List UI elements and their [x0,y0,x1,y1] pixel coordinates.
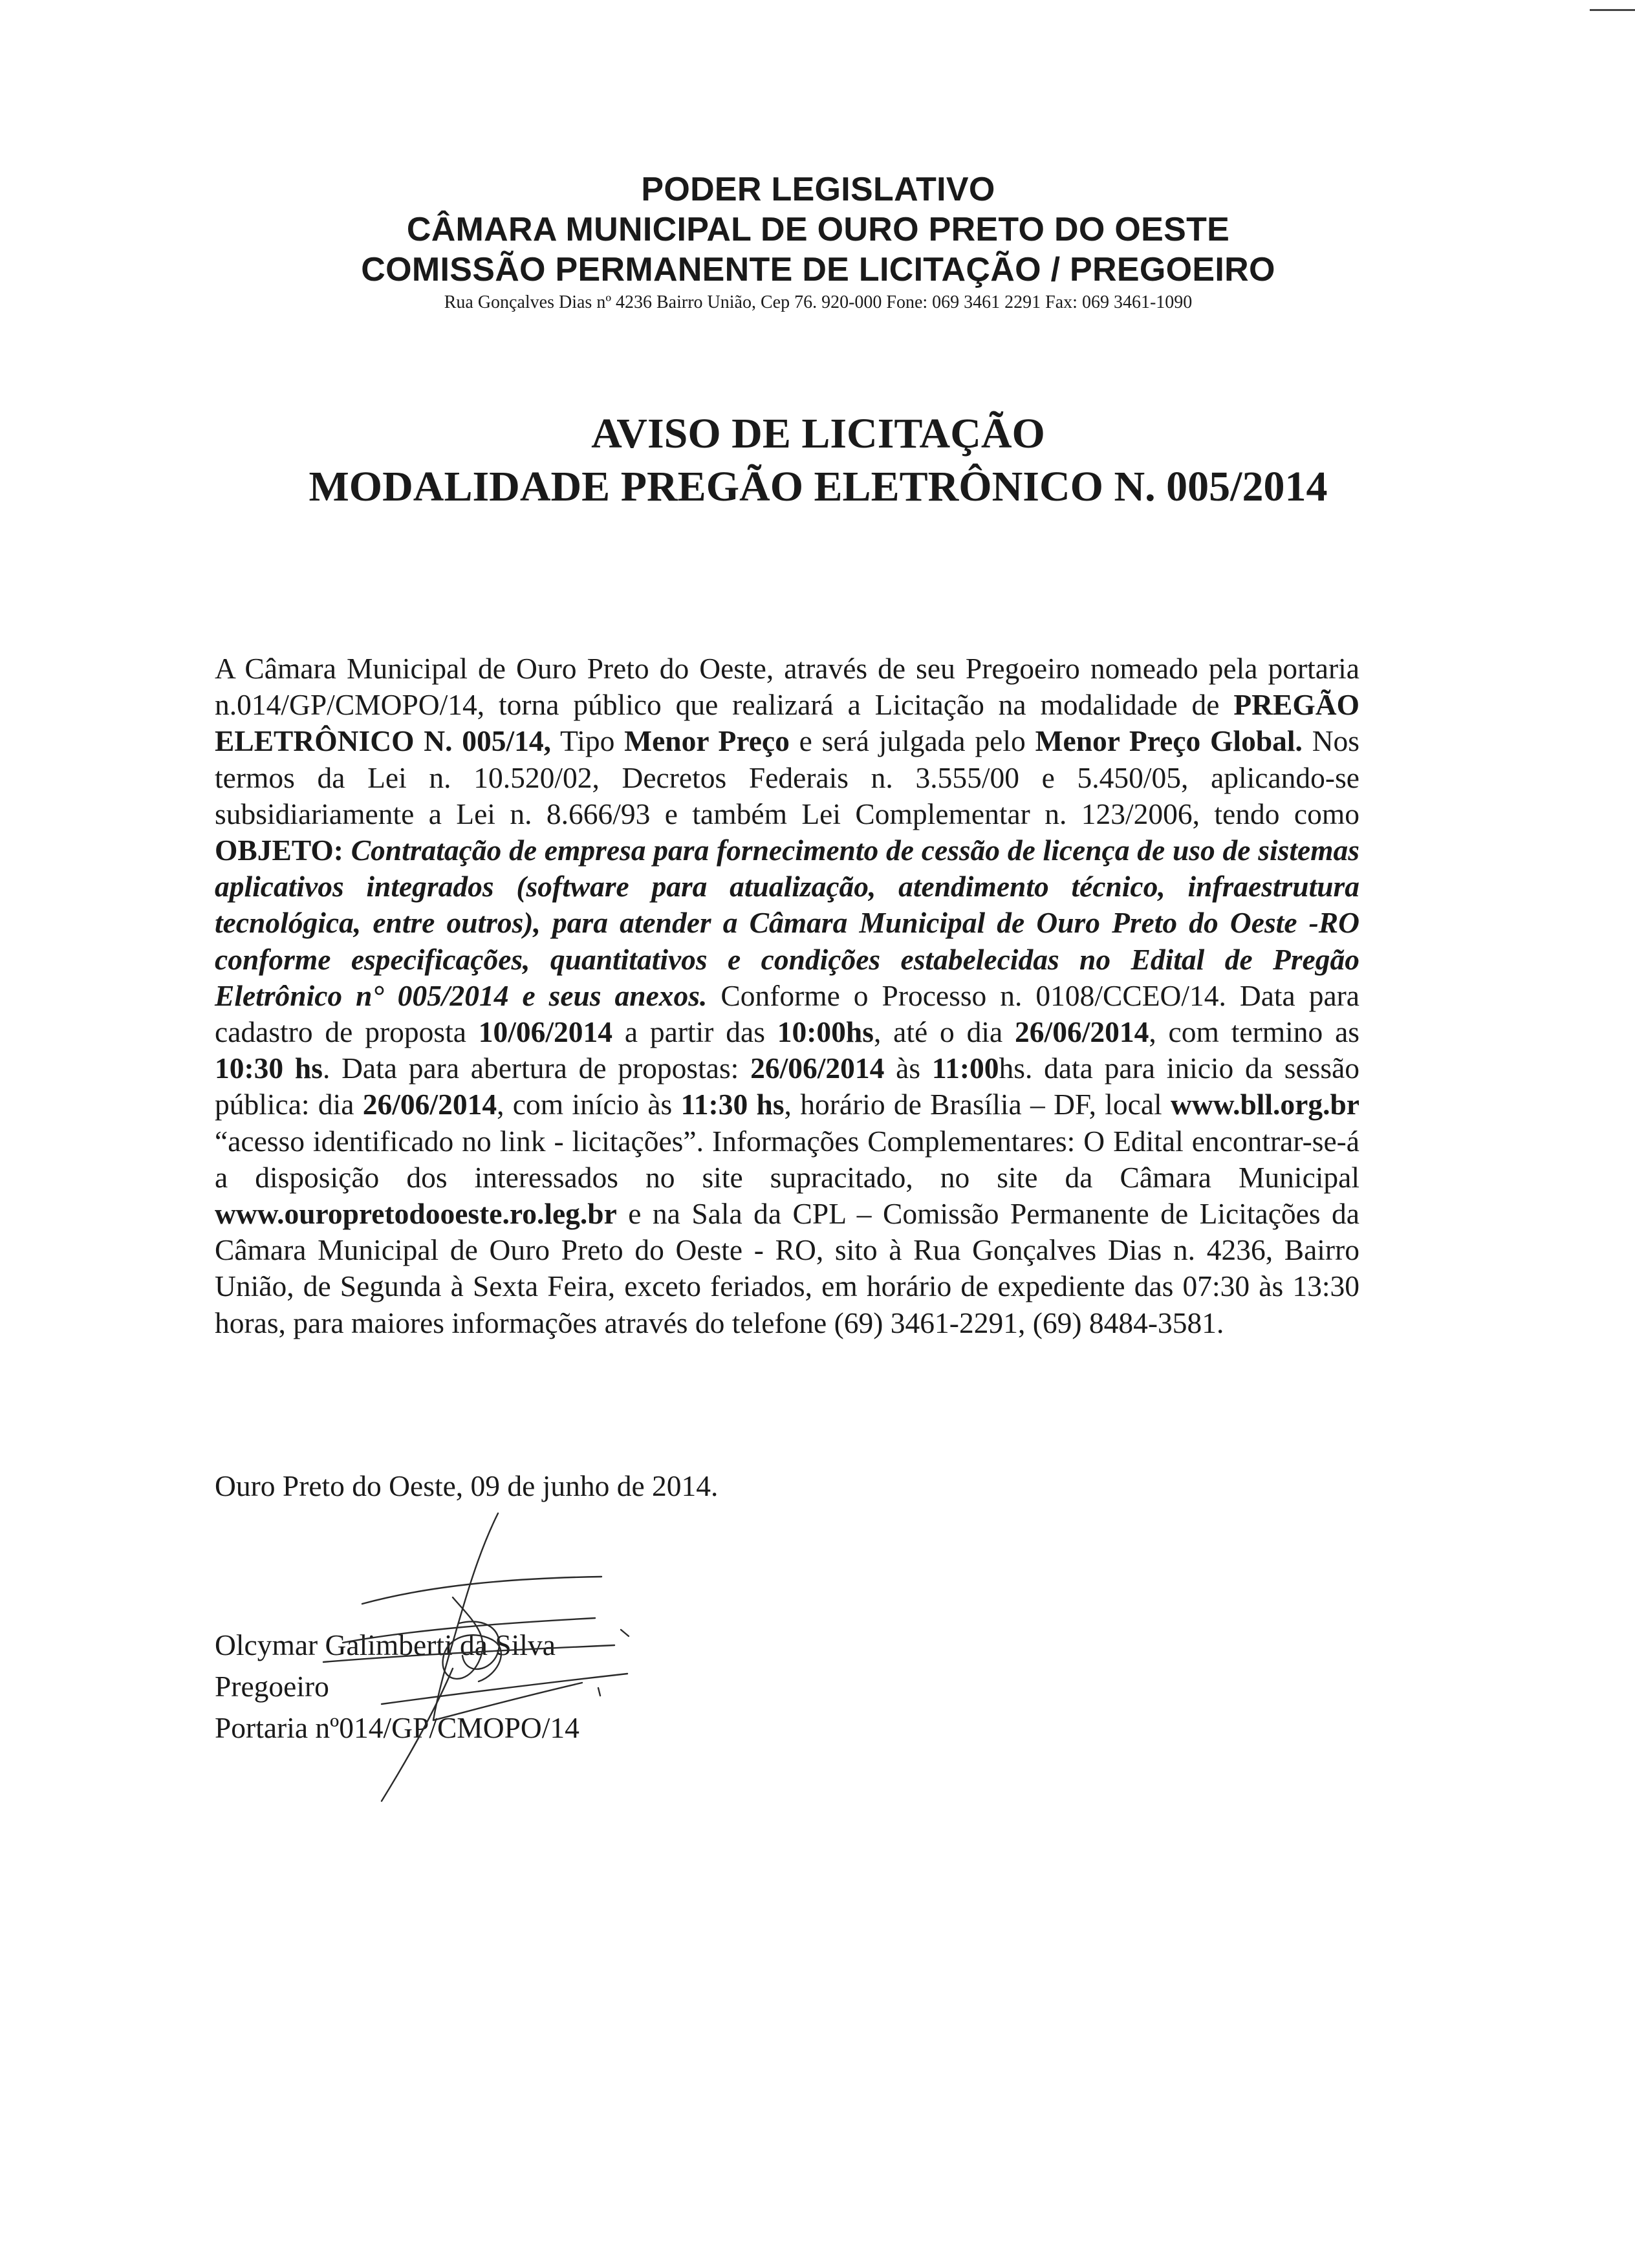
body-bold-1: PREGÃO ELETRÔNICO N. 005/14, [215,688,1359,758]
date-line: Ouro Preto do Oeste, 09 de junho de 2014. [215,1469,719,1502]
body-text-7: , até o dia [873,1015,1015,1049]
body-text-10: às [884,1052,932,1085]
notice-title-line-2: MODALIDADE PREGÃO ELETRÔNICO N. 005/2014 [309,463,1328,510]
notice-body [215,651,1359,1341]
body-text-11: hs. data para inicio da sessão pública: dia [215,1052,1360,1121]
body-text-9: . Data para abertura de propostas: [322,1052,751,1085]
body-object-description: Contratação de empresa para fornecimento de cessão de licença de uso de sistemas aplicativos integrados (software para atualização, atendimento técnico, infraestrutura tecnológica, entre outros), para atender a Câmara Municipal de Ouro Preto do Oeste -RO conforme especificações, quantitativos e condições estabelecidas no Edital de Pregão Eletrônico n° 005/2014 e seus anexos. [215,834,1359,1012]
body-bold-12: 11:30 hs [680,1088,785,1121]
body-text-3: e será julgada pelo [789,724,1035,758]
body-bold-10: 11:00 [931,1052,999,1085]
body-bold-7: 26/06/2014 [1015,1015,1149,1049]
letterhead-line-2: CÂMARA MUNICIPAL DE OURO PRETO DO OESTE [406,211,1230,248]
body-bold-8: 10:30 hs [215,1052,323,1085]
scan-corner-mark [1590,9,1635,11]
body-bold-3: Menor Preço Global. [1035,724,1303,758]
signatory-role: Pregoeiro [215,1670,329,1703]
body-bold-5: 10/06/2014 [478,1015,613,1049]
body-text-2: Tipo [551,724,625,758]
body-bold-11: 26/06/2014 [362,1088,497,1121]
letterhead-line-3: COMISSÃO PERMANENTE DE LICITAÇÃO / PREGOEIRO [361,251,1275,288]
body-bold-6: 10:00hs [777,1015,874,1049]
notice-title-line-1: AVISO DE LICITAÇÃO [591,410,1045,457]
handwritten-signature [304,1507,666,1811]
body-bold-2: Menor Preço [624,724,790,758]
body-text-8: , com termino as [1149,1015,1359,1049]
body-text-4: Nos termos da Lei n. 10.520/02, Decretos Federais n. 3.555/00 e 5.450/05, aplicando-se subsidiariamente a Lei n. 8.666/93 e também Lei Complementar n. 123/2006, tendo como [215,724,1360,830]
body-text-6: a partir das [612,1015,777,1049]
body-bold-4: OBJETO: [215,834,343,867]
body-text-12: , com início às [497,1088,681,1121]
body-text-15: e na Sala da CPL – Comissão Permanente de Licitações da Câmara Municipal de Ouro Preto do Oeste - RO, sito à Rua Gonçalves Dias n. 4236, Bairro União, de Segunda à Sexta Feira, exceto feriados, em horário de expediente das 07:30 às 13:30 horas, para maiores informações através do telefone (69) 3461-2291, (69) 8484-3581. [215,1197,1359,1339]
letterhead [194,169,1442,316]
body-bold-14: www.ouropretodooeste.ro.leg.br [215,1197,617,1231]
body-text-5: Conforme o Processo n. 0108/CCEO/14. Data para cadastro de proposta [215,978,1359,1049]
body-text-14: “acesso identificado no link - licitações”. Informações Complementares: O Edital encontrar-se-á a disposição dos interessados no site supracitado, no site da Câmara Municipal [215,1124,1359,1194]
letterhead-line-1: PODER LEGISLATIVO [641,171,995,208]
body-bold-9: 26/06/2014 [750,1052,885,1085]
body-text-1: A Câmara Municipal de Ouro Preto do Oeste, através de seu Pregoeiro nomeado pela portaria n.014/GP/CMOPO/14, torna público que realizará a Licitação na modalidade de [215,652,1359,722]
signatory-name: Olcymar Galimberti da Silva [215,1628,556,1661]
body-bold-13: www.bll.org.br [1171,1088,1359,1121]
letterhead-address: Rua Gonçalves Dias nº 4236 Bairro União, Cep 76. 920-000 Fone: 069 3461 2291 Fax: 069 3461-1090 [444,292,1193,312]
notice-title [194,407,1442,513]
signatory-ordinance: Portaria nº014/GP/CMOPO/14 [215,1711,579,1744]
body-text-13: , horário de Brasília – DF, local [784,1088,1171,1121]
